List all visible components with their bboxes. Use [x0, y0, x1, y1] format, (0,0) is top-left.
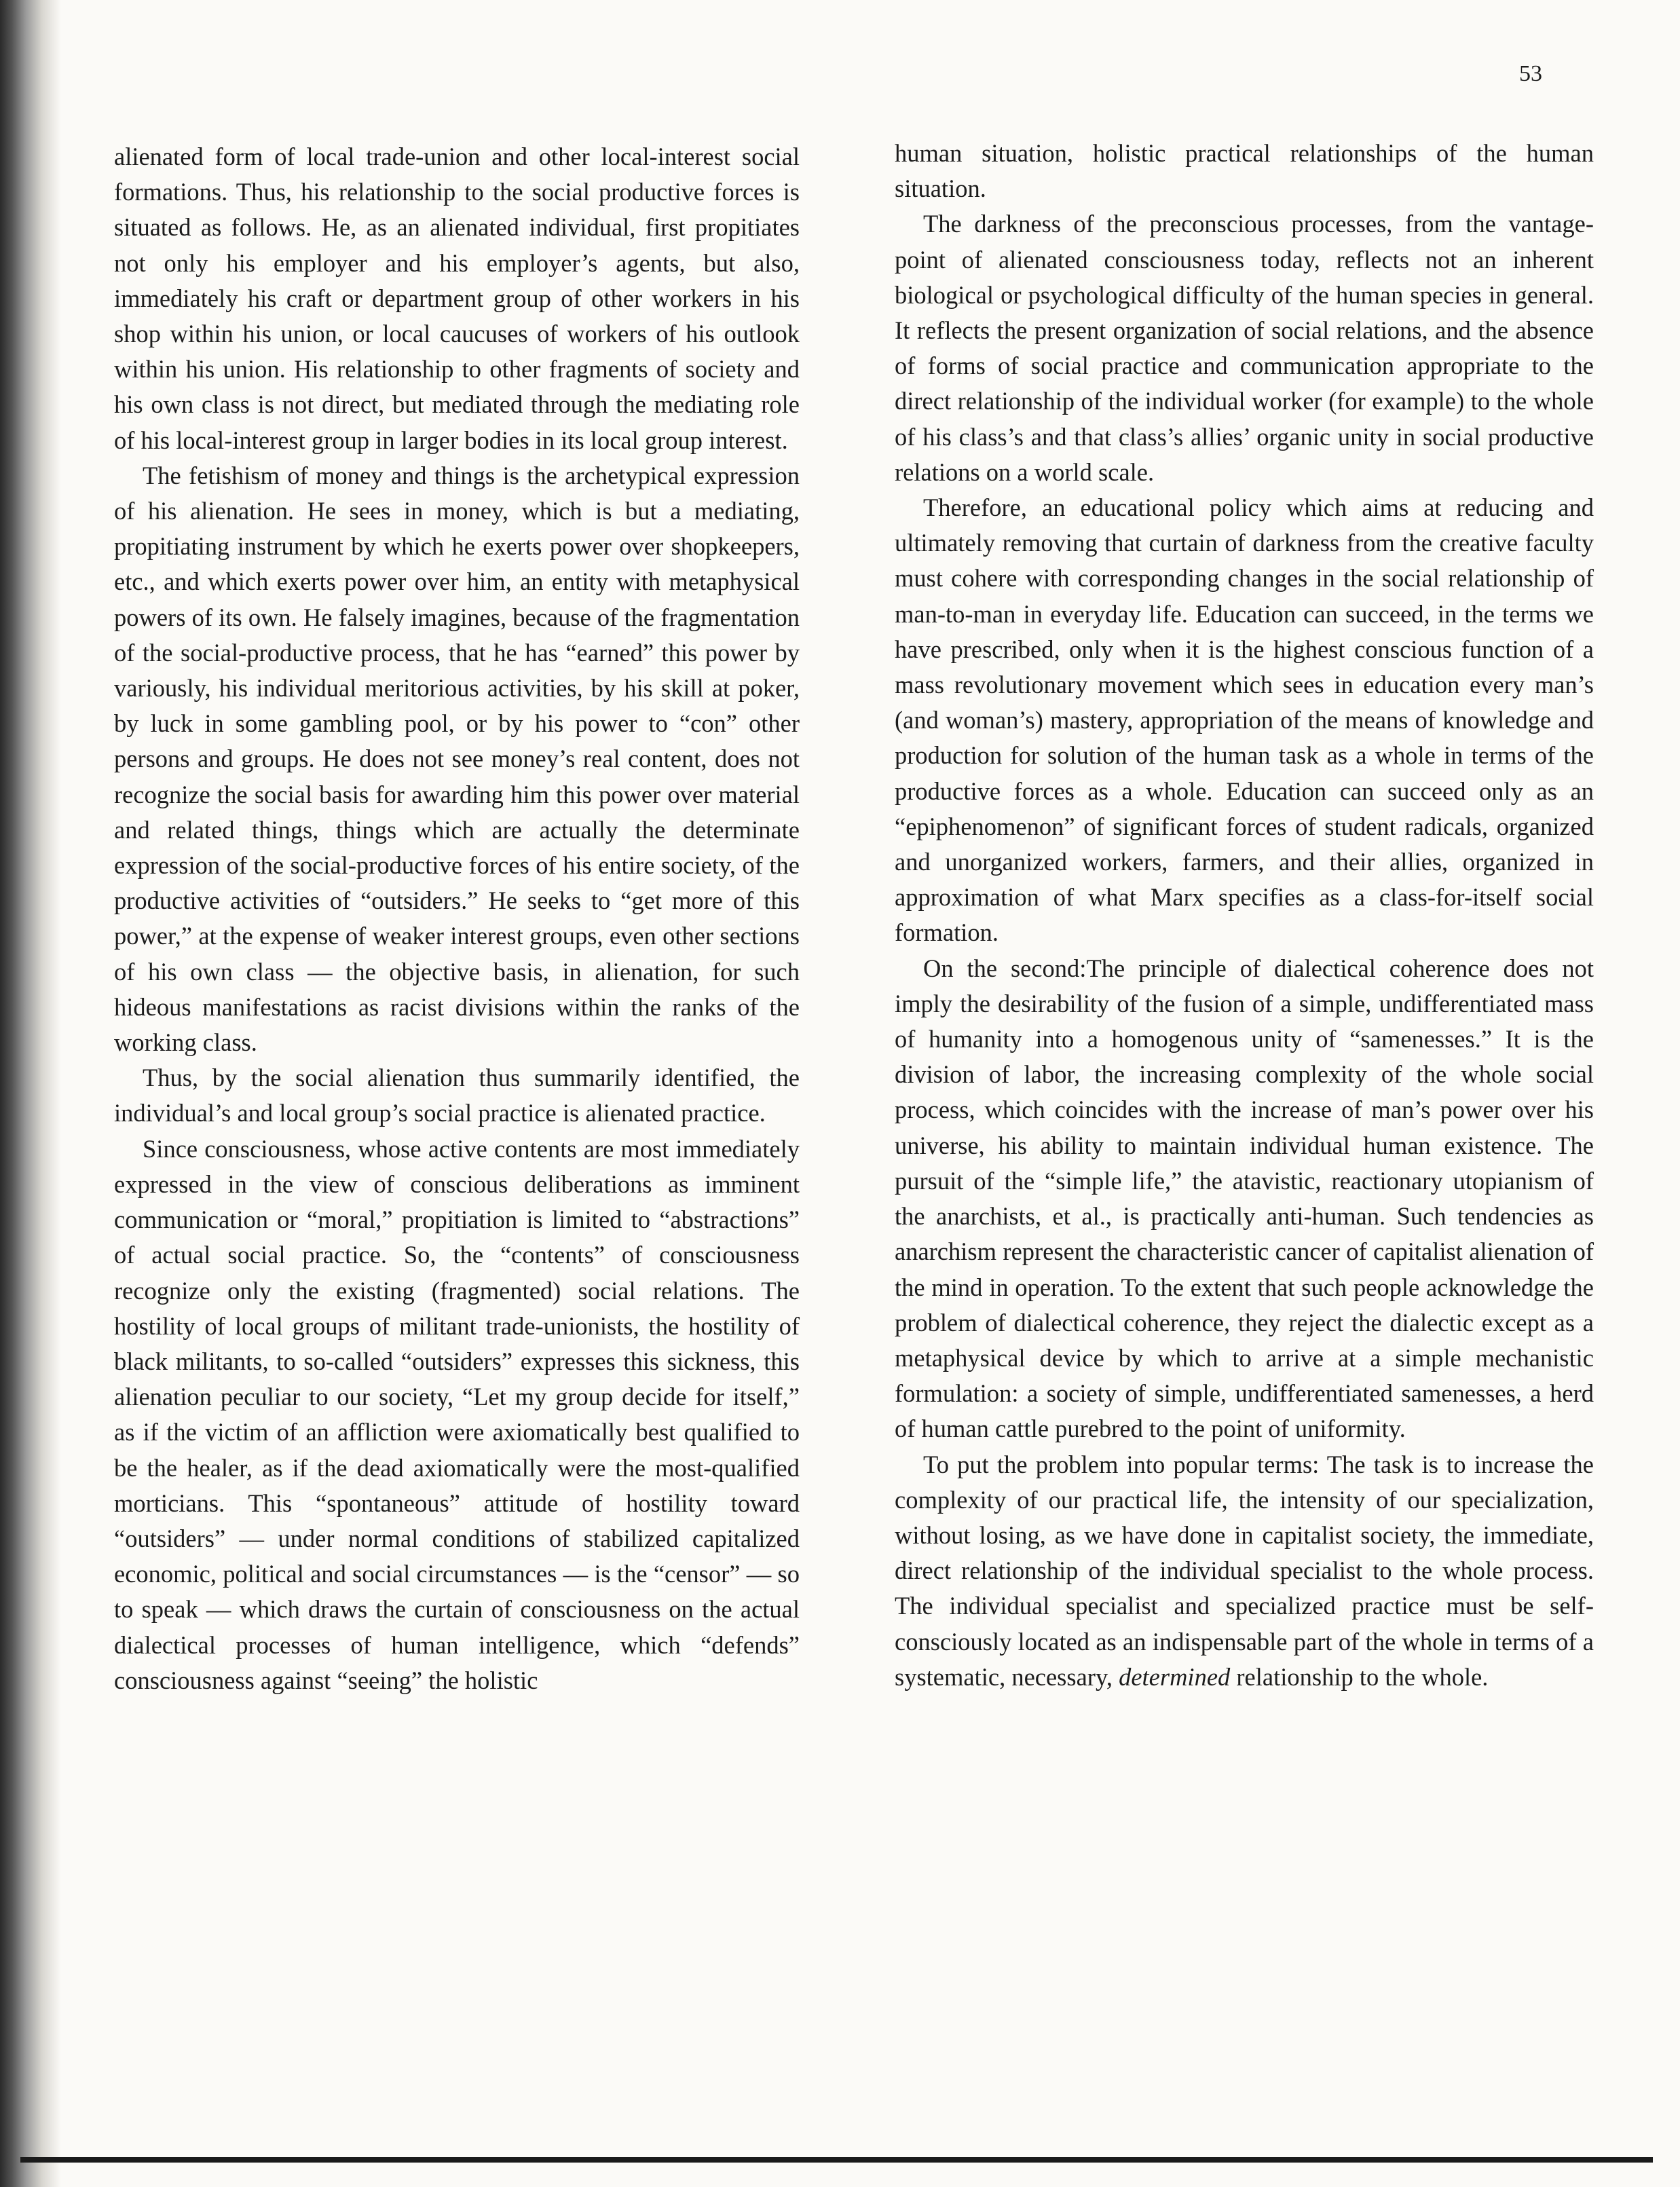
paragraph: human situation, holistic practical relationships of the human situation.: [895, 139, 1594, 203]
page-number: 53: [1519, 61, 1542, 86]
paragraph-text: To put the problem into popular terms: The task is to increase the complexity of our practical life, the intensity of our specialization, without losing, as we have done in capitalist society, the immediate, direct relationship of the individual specialist to the whole process. The individual specialist and specialized practice must be self-consciously located as an indispensable part of the whole in terms of a systematic, necessary,: [895, 1450, 1594, 1691]
paragraph: alienated form of local trade-union and other local-interest social formations. Thus, his relationship to the social productive forces is situated as follows. He, as an alienated individual, first propitiates not only his employer and his employer’s agents, but also, immediately his craft or department group of other workers in his shop within his union, or local caucuses of workers of his outlook within his union. His relationship to other fragments of society and his own class is not direct, but mediated through the mediating role of his local-interest group in larger bodies in its local group interest.: [114, 143, 800, 454]
paragraph: The fetishism of money and things is the archetypical expression of his alienation. He sees in money, which is but a mediating, propitiating instrument by which he exerts power over shopkeepers, etc., and which exerts power over him, an entity with metaphysical powers of its own. He falsely imagines, because of the fragmentation of the social-productive process, that he has “earned” this power by variously, his individual meritorious activities, by his skill at poker, by luck in some gambling pool, or by his power to “con” other persons and groups. He does not see money’s real content, does not recognize the social basis for awarding him this power over material and related things, things which are actually the determinate expression of the social-productive forces of his entire society, of the productive activities of “outsiders.” He seeks to “get more of this power,” at the expense of weaker interest groups, even other sections of his own class — the objective basis, in alienation, for such hideous manifestations as racist divisions within the ranks of the working class.: [114, 461, 800, 1057]
emphasis-word: determined: [1119, 1662, 1231, 1691]
bottom-rule: [20, 2157, 1653, 2163]
right-column: [895, 136, 1594, 1695]
paragraph: On the second:The principle of dialectical coherence does not imply the desirability of the fusion of a simple, undifferentiated mass of humanity into a homogenous unity of “samenesses.” It is the division of labor, the increasing complexity of the whole social process, which coincides with the increase of man’s power over his universe, his ability to maintain individual human existence. The pursuit of the “simple life,” the atavistic, reactionary utopianism of the anarchists, et al., is practically anti-human. Such tendencies as anarchism represent the characteristic cancer of capitalist alienation of the mind in operation. To the extent that such people acknowledge the problem of dialectical coherence, they reject the dialectic except as a metaphysical device by which to arrive at a simple mechanistic formulation: a society of simple, undifferentiated samenesses, a herd of human cattle purebred to the point of uniformity.: [895, 954, 1594, 1443]
paragraph: The darkness of the preconscious processes, from the vantage-point of alienated consciousness today, reflects not an inherent biological or psychological difficulty of the human species in general. It reflects the present organization of social relations, and the absence of forms of social practice and communication appropriate to the direct relationship of the individual worker (for example) to the whole of his class’s and that class’s allies’ organic unity in social productive relations on a world scale.: [895, 210, 1594, 486]
paragraph-tail: relationship to the whole.: [1236, 1662, 1489, 1691]
paragraph-final: [895, 1447, 1594, 1695]
paragraph: Thus, by the social alienation thus summarily identified, the individual’s and local group’s social practice is alienated practice.: [114, 1064, 800, 1127]
paragraph: Therefore, an educational policy which aims at reducing and ultimately removing that curtain of darkness from the creative faculty must cohere with corresponding changes in the social relationship of man-to-man in everyday life. Education can succeed, in the terms we have prescribed, only when it is the highest conscious function of a mass revolutionary movement which sees in education every man’s (and woman’s) mastery, appropriation of the means of knowledge and production for solution of the human task as a whole in terms of the productive forces as a whole. Education can succeed only as an “epiphenomenon” of significant forces of student radicals, organized and unorganized workers, farmers, and their allies, organized in approximation of what Marx specifies as a class-for-itself social formation.: [895, 493, 1594, 947]
paragraph: Since consciousness, whose active contents are most immediately expressed in the view of conscious deliberations as imminent communication or “moral,” propitiation is limited to “abstractions” of actual social practice. So, the “contents” of consciousness recognize only the existing (fragmented) social relations. The hostility of local groups of militant trade-unionists, the hostility of black militants, to so-called “outsiders” expresses this sickness, this alienation peculiar to our society, “Let my group decide for itself,” as if the victim of an affliction were axiomatically best qualified to be the healer, as if the dead axiomatically were the most-qualified morticians. This “spontaneous” attitude of hostility toward “outsiders” — under normal conditions of stabilized capitalized economic, political and social circumstances — is the “censor” — so to speak — which draws the curtain of consciousness on the actual dialectical processes of human intelligence, which “defends” consciousness against “seeing” the holistic: [114, 1134, 800, 1694]
left-column: [114, 139, 800, 1698]
binding-edge: [0, 0, 61, 2187]
